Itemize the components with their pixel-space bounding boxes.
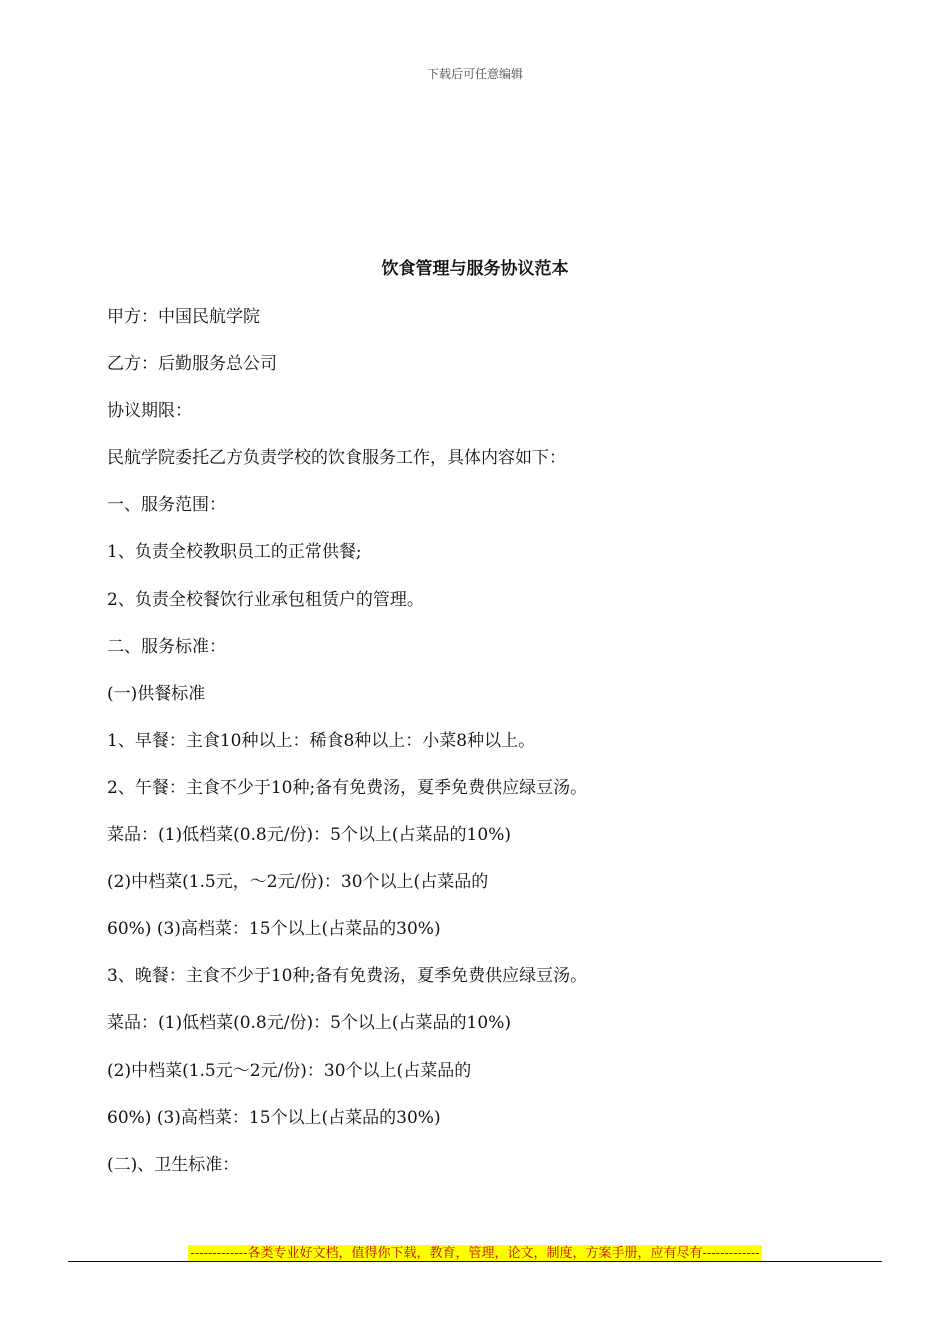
lunch-dishes-line: 菜品：(1)低档菜(0.8元/份)：5个以上(占菜品的10%) xyxy=(107,825,511,846)
dinner-dishes-line: (2)中档菜(1.5元～2元/份)：30个以上(占菜品的 xyxy=(107,1060,472,1081)
lunch-dishes-line: 60%) (3)高档菜：15个以上(占菜品的30%) xyxy=(107,919,441,940)
footer-divider xyxy=(68,1261,882,1262)
lunch-line: 2、午餐：主食不少于10种;备有免费汤，夏季免费供应绿豆汤。 xyxy=(107,777,588,798)
scope-item: 1、负责全校教职员工的正常供餐; xyxy=(107,542,362,563)
scope-item: 2、负责全校餐饮行业承包租赁户的管理。 xyxy=(107,589,424,610)
dinner-line: 3、晚餐：主食不少于10种;备有免费汤，夏季免费供应绿豆汤。 xyxy=(107,966,588,987)
lunch-dishes-line: (2)中档菜(1.5元，～2元/份)：30个以上(占菜品的 xyxy=(107,872,489,893)
subsection-heading-meal-standard: (一)供餐标准 xyxy=(107,683,206,704)
dinner-dishes-line: 菜品：(1)低档菜(0.8元/份)：5个以上(占菜品的10%) xyxy=(107,1013,511,1034)
agreement-term-line: 协议期限： xyxy=(107,401,192,422)
subsection-heading-hygiene: (二)、卫生标准： xyxy=(107,1154,240,1175)
dinner-dishes-line: 60%) (3)高档菜：15个以上(占菜品的30%) xyxy=(107,1107,441,1128)
party-b-line: 乙方：后勤服务总公司 xyxy=(107,354,277,375)
party-a-line: 甲方：中国民航学院 xyxy=(107,307,260,327)
intro-paragraph: 民航学院委托乙方负责学校的饮食服务工作，具体内容如下： xyxy=(107,448,566,469)
document-body xyxy=(107,304,867,1199)
footer-banner xyxy=(0,1242,950,1262)
footer-banner-text: -------------各类专业好文档，值得你下载，教育，管理，论文，制度，方案手册，应有尽有------------- xyxy=(190,1246,760,1261)
document-title: 饮食管理与服务协议范本 xyxy=(381,259,569,279)
section-heading-scope: 一、服务范围： xyxy=(107,495,226,516)
section-heading-standards: 二、服务标准： xyxy=(107,636,226,657)
header-note: 下载后可任意编辑 xyxy=(426,67,523,81)
breakfast-line: 1、早餐：主食10种以上：稀食8种以上：小菜8种以上。 xyxy=(107,730,536,751)
